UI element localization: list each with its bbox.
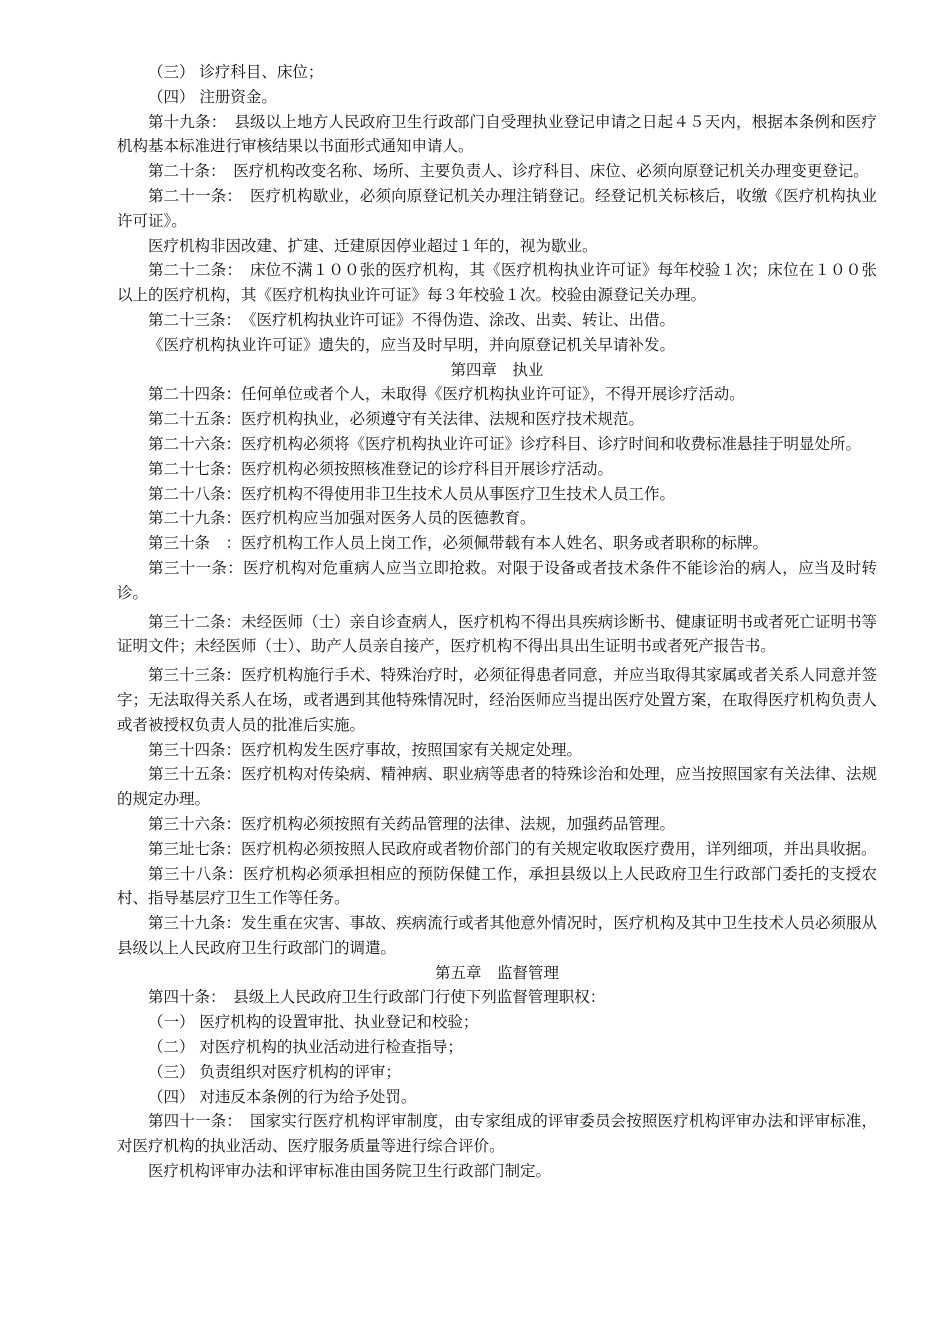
article-paragraph: 《医疗机构执业许可证》遗失的，应当及时早明，并向原登记机关早请补发。 [148,335,676,354]
article-paragraph: 第三十一条：医疗机构对危重病人应当立即抢救。对限于设备或者技术条件不能诊治的病人，应当及时转诊。 [117,558,877,602]
article-paragraph: 第四十条： 县级上人民政府卫生行政部门行使下列监督管理职权： [148,988,606,1007]
article-paragraph: 第三十条 ：医疗机构工作人员上岗工作，必须佩带载有本人姓名、职务或者职称的标牌。 [148,534,769,553]
article-paragraph: （二） 对医疗机构的执业活动进行检查指导； [148,1038,463,1057]
article-paragraph: 第二十四条：任何单位或者个人，未取得《医疗机构执业许可证》，不得开展诊疗活动。 [148,385,745,404]
article-paragraph: 第二十九条：医疗机构应当加强对医务人员的医德教育。 [148,509,536,528]
chapter-heading: 第四章 执业 [450,360,544,379]
article-paragraph: 第三十三条：医疗机构施行手术、特殊治疗时，必须征得患者同意，并应当取得其家属或者关系人同意并签字；无法取得关系人在场，或者遇到其他特殊情况时，经治医师应当提出医疗处置方案，在取得医疗机构负责人或者被授权负责人员的批准后实施。 [117,666,877,734]
article-paragraph: 第三址七条：医疗机构必须按照人民政府或者物价部门的有关规定收取医疗费用，详列细项，并出具收据。 [148,839,877,858]
article-paragraph: （三） 诊疗科目、床位； [148,63,324,81]
article-paragraph: 第三十九条：发生重在灾害、事故、疾病流行或者其他意外情况时，医疗机构及其中卫生技术人员必须服从县级以上人民政府卫生行政部门的调遣。 [117,914,877,957]
article-paragraph: 第三十五条：医疗机构对传染病、精神病、职业病等患者的特殊诊治和处理，应当按照国家有关法律、法规的规定办理。 [117,765,877,809]
article-paragraph: 第二十五条：医疗机构执业，必须遵守有关法律、法规和医疗技术规范。 [148,410,645,429]
article-paragraph: 第二十八条：医疗机构不得使用非卫生技术人员从事医疗卫生技术人员工作。 [148,484,676,503]
article-paragraph: 第三十八条：医疗机构必须承担相应的预防保健工作，承担县级以上人民政府卫生行政部门委托的支授农村、指导基层疗卫生工作等任务。 [117,864,877,908]
article-paragraph: 第十九条： 县级以上地方人民政府卫生行政部门自受理执业登记申请之日起４５天内，根据本条例和医疗机构基本标准进行审核结果以书面形式通知申请人。 [117,112,877,156]
article-paragraph: （三） 负责组织对医疗机构的评审； [148,1062,401,1081]
chapter-heading: 第五章 监督管理 [434,963,559,982]
article-paragraph: 第二十六条：医疗机构必须将《医疗机构执业许可证》诊疗科目、诊疗时间和收费标准悬挂于明显处所。 [148,434,862,453]
article-paragraph: 医疗机构非因改建、扩建、迁建原因停业超过１年的，视为歇业。 [148,236,598,255]
document-page [117,60,877,1184]
article-paragraph: 第四十一条： 国家实行医疗机构评审制度，由专家组成的评审委员会按照医疗机构评审办法和评审标准，对医疗机构的执业活动、医疗服务质量等进行综合评价。 [117,1112,877,1156]
article-paragraph: （四） 注册资金。 [148,87,277,106]
article-paragraph: 第三十二条：未经医师（士）亲自诊查病人，医疗机构不得出具疾病诊断书、健康证明书或者死亡证明书等证明文件；未经医师（士）、助产人员亲自接产，医疗机构不得出具出生证明书或者死产报告书。 [117,612,877,656]
article-paragraph: 医疗机构评审办法和评审标准由国务院卫生行政部门制定。 [148,1162,552,1181]
article-paragraph: （一） 医疗机构的设置审批、执业登记和校验； [148,1013,479,1032]
article-paragraph: 第三十四条：医疗机构发生医疗事故，按照国家有关规定处理。 [148,740,583,759]
article-paragraph: 第二十条： 医疗机构改变名称、场所、主要负责人、诊疗科目、床位、必须向原登记机关办理变更登记。 [148,162,869,181]
article-paragraph: 第三十六条：医疗机构必须按照有关药品管理的法律、法规，加强药品管理。 [148,814,676,833]
article-paragraph: 第二十一条： 医疗机构歇业，必须向原登记机关办理注销登记。经登记机关标核后，收缴《医疗机构执业许可证》。 [117,186,877,230]
article-paragraph: 第二十七条：医疗机构必须按照核准登记的诊疗科目开展诊疗活动。 [148,459,614,478]
article-paragraph: （四） 对违反本条例的行为给予处罚。 [148,1087,417,1106]
article-paragraph: 第二十三条： 《医疗机构执业许可证》不得伪造、涂改、出卖、转让、出借。 [148,310,676,329]
article-paragraph: 第二十二条： 床位不满１００张的医疗机构，其《医疗机构执业许可证》每年校验１次；床位在１００张以上的医疗机构，其《医疗机构执业许可证》每３年校验１次。校验由源登记关办理。 [117,261,877,305]
